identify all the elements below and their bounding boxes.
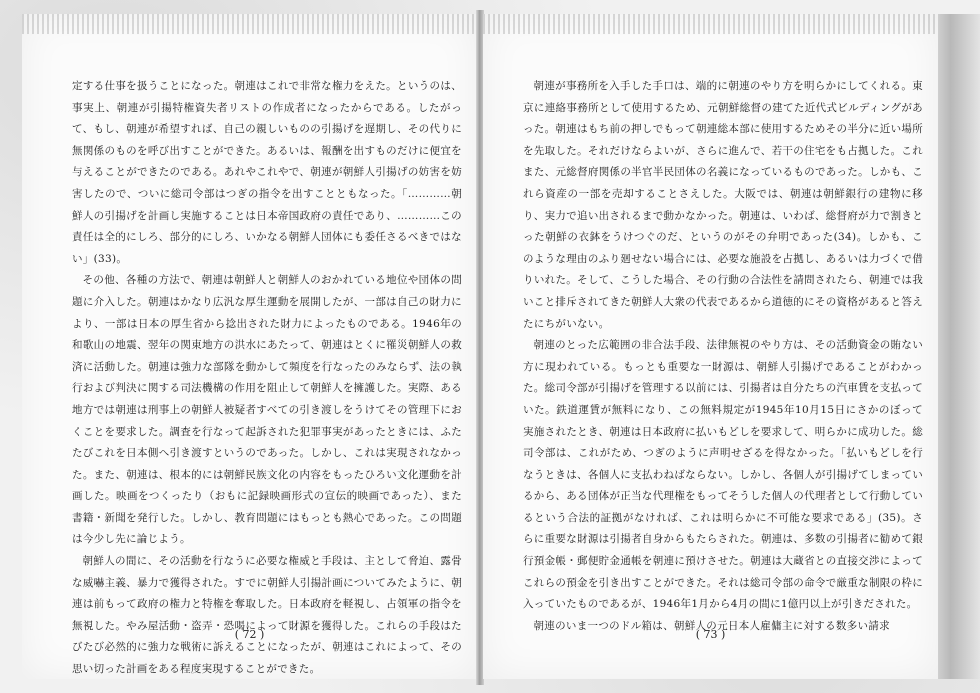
left-page	[22, 14, 477, 679]
left-paragraph-1: 定する仕事を扱うことになった。朝連はこれで非常な権力をえた。というのは、事実上、朝連が引揚特権資失者リストの作成者になったからである。したがって、もし、朝連が希望すれば、自己の親しいものの引揚げを遅期し、その代りに無関係のものを呼び出すことができた。あるいは、報酬を出すものだけに便宜を与えることができたのである。あれやこれやで、朝連が朝鮮人引揚げの妨害を妨害したので、ついに総司令部はつぎの指令を出すことともなった。「…………朝鮮人の引揚げを計画し実施することは日本帝国政府の責任であり、…………この責任は全的にしろ、部分的にしろ、いかなる朝鮮人団体にも委任さるべきではない」(33)。	[72, 80, 462, 265]
left-page-body	[72, 76, 462, 681]
right-paragraph-3: 朝連のいま一つのドル箱は、朝鮮人の元日本人雇傭主に対する数多い請求	[533, 619, 890, 632]
scan-right-edge	[938, 14, 980, 679]
scan-noise-top-right	[483, 14, 938, 34]
left-page-number: ( 72 )	[234, 628, 265, 641]
right-page	[483, 14, 938, 679]
right-paragraph-1: 朝連が事務所を入手した手口は、端的に朝連のやり方を明らかにしてくれる。東京に連絡事務所として使用するため、元朝鮮総督の建てた近代式ビルディングがあった。朝連はもち前の押しでもって朝連総本部に使用するためその半分に近い場所を先取した。それだけならよいが、さらに進んで、若干の住宅をも占拠した。これまた、元総督府関係の半官半民団体の名義になっているものであった。しかも、これら資産の一部を売却することさえした。大阪では、朝連は朝鮮銀行の建物に移り、実力で追い出されるまで動かなかった。朝連は、いわば、総督府が力で割きとった朝鮮の衣鉢をうけつぐのだ、というのがその弁明であった(34)。しかも、このような理由のふり廻せない場合には、必要な施設を占拠し、あるいは力づくで借りいれた。そして、こうした場合、その行動の合法性を請問されたら、朝連では我いこと排斥されてきた朝鮮人大衆の代表であるから道徳的にその資格があると答えたにちがいない。	[523, 80, 923, 330]
right-page-number: ( 73 )	[695, 628, 726, 641]
right-paragraph-2: 朝連のとった広範囲の非合法手段、法律無視のやり方は、その活動資金の賄ない方に現われている。もっとも重要な一財源は、朝鮮人引揚げであることがわかった。総司令部が引揚げを管理する以前には、引揚者は自分たちの汽車賃を支払っていた。鉄道運賃が無料になり、この無料規定が1945年10月15日にさかのぼって実施されたとき、朝連は日本政府に払いもどしを要求して、明らかに成功した。総司令部は、これがため、つぎのように声明せざるを得なかった。「払いもどしを行なうときは、各個人に支払わねばならない。しかし、各個人が引揚げてしまっているから、ある団体が正当な代理権をもってそうした個人の代理者として行動しているという合法的証拠がなければ、これは明らかに不可能な要求である」(35)。さらに重要な財源は引揚者自身からもたらされた。朝連は、多数の引揚者に勧めて銀行預金帳・郵便貯金通帳を朝連に預けさせた。朝連は大蔵省との直接交渉によってこれらの預金を引き出すことができた。それは総司令部の命令で厳重な制限の枠に入っていたものであるが、1946年1月から4月の間に1億円以上が引きだされた。	[523, 339, 923, 611]
left-paragraph-3: 朝鮮人の間に、その活動を行なうに必要な権威と手段は、主として脅迫、露骨な威嚇主義、暴力で獲得された。すでに朝鮮人引揚計画についてみたように、朝連は前もって政府の権力と特権を奪取した。日本政府を軽視し、占領軍の指令を無視した。やみ屋活動・盗弄・恐喝によって財源を獲得した。これらの手段はたびたび必然的に強力な戦術に訴えることになったが、朝連はこれによって、その思い切った計画をある程度実現することができた。	[72, 555, 462, 676]
right-page-body	[523, 76, 923, 637]
scan-noise-top-left	[22, 14, 477, 34]
left-paragraph-2: その他、各種の方法で、朝連は朝鮮人と朝鮮人のおかれている地位や団体の問題に介入した。朝連はかなり広汎な厚生運動を展開したが、一部は自己の財力により、一部は日本の厚生省から捻出された財力によったものである。1946年の和歌山の地震、翌年の関東地方の洪水にあたって、朝連はとくに罹災朝鮮人の救済に活動した。朝連は強力な部隊を動かして頻度を行なったのみならず、法の執行および判決に関する司法機構の作用を阻止して朝鮮人を擁護した。実際、ある地方では朝連は刑事上の朝鮮人被疑者すべての引き渡しをうけてその管理下におくことを要求した。調査を行なって起訴された犯罪事実があったときには、ふたたびこれを日本側へ引き渡すというのであった。しかし、これは実現されなかった。また、朝連は、根本的には朝鮮民族文化の内容をもったひろい文化運動を計画した。映画をつくったり（おもに記録映画形式の宣伝的映画であった）、また書籍・新聞を発行した。しかし、教育問題にはもっとも熱心であった。この問題は今少し先に論じよう。	[72, 274, 462, 546]
